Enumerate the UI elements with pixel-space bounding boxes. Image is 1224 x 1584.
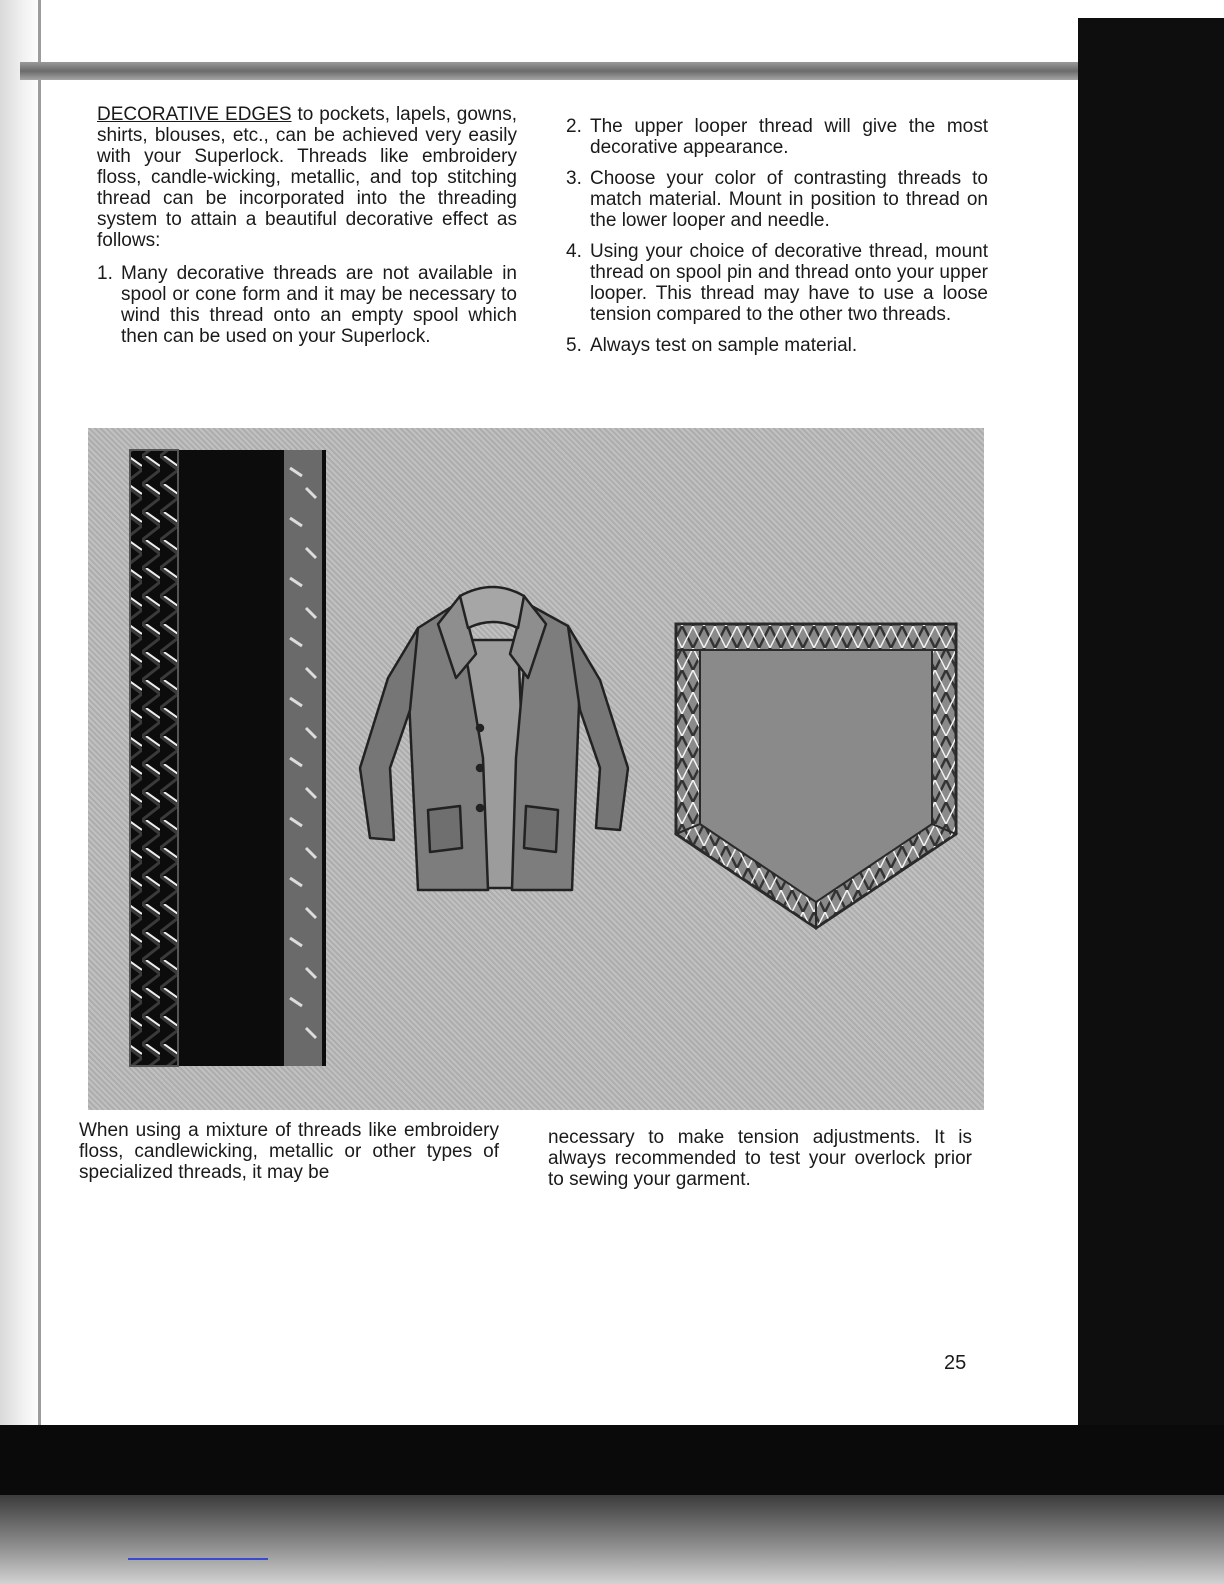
list-item-text: Many decorative threads are not available in spool or cone form and it may be necessary to wind this thread onto an empty spool which then can be used on your Superlock. [121,263,517,347]
jacket-illustration [360,587,628,890]
scan-top-bar [20,62,1080,80]
list-item-text: The upper looper thread will give the most decorative appearance. [590,116,988,158]
scan-spine-shadow [0,0,40,1584]
list-item [97,263,517,347]
page-number: 25 [944,1352,967,1374]
list-item-text: Choose your color of contrasting threads to match material. Mount in position to thread on the lower looper and needle. [590,168,988,231]
intro-title: DECORATIVE EDGES [97,104,292,125]
illustration-panel [88,428,984,1110]
list-item-number: 5. [566,335,582,356]
right-column [566,116,988,366]
intro-body: to pockets, lapels, gowns, shirts, blouses, etc., can be achieved very easily with your Superlock. Threads like embroidery floss, candle-wicking, metallic, and top stitching thread can be incorporated into the threading system to attain a beautiful decorative effect as follows: [97,104,518,251]
steps-list-right [566,116,988,356]
scan-blue-mark [128,1558,268,1560]
caption-left: When using a mixture of threads like embroidery floss, candlewicking, metallic or other types of specialized threads, it may be [79,1120,499,1183]
list-item-text: Always test on sample material. [590,335,858,356]
list-item [566,168,988,231]
scan-spine-line [38,0,41,1584]
steps-list-left [97,263,517,347]
list-item-text: Using your choice of decorative thread, mount thread on spool pin and thread onto your upper looper. This thread may have to use a loose tension compared to the other two threads. [590,241,988,325]
scan-bottom-edge [0,1425,1224,1495]
list-item-number: 3. [566,168,582,189]
pocket-illustration [676,624,956,928]
list-item [566,335,988,356]
list-item-number: 1. [97,263,113,284]
list-item-number: 2. [566,116,582,137]
list-item-number: 4. [566,241,582,262]
list-item [566,116,988,158]
scan-right-edge [1078,18,1224,1584]
left-column [97,104,517,357]
caption-right: necessary to make tension adjustments. It is always recommended to test your overlock prior to sewing your garment. [548,1127,972,1190]
scan-bottom-noise [0,1495,1224,1584]
decorative-edge-strip [130,450,326,1066]
list-item [566,241,988,325]
illustration-svg [88,428,984,1110]
intro-paragraph [97,104,517,251]
